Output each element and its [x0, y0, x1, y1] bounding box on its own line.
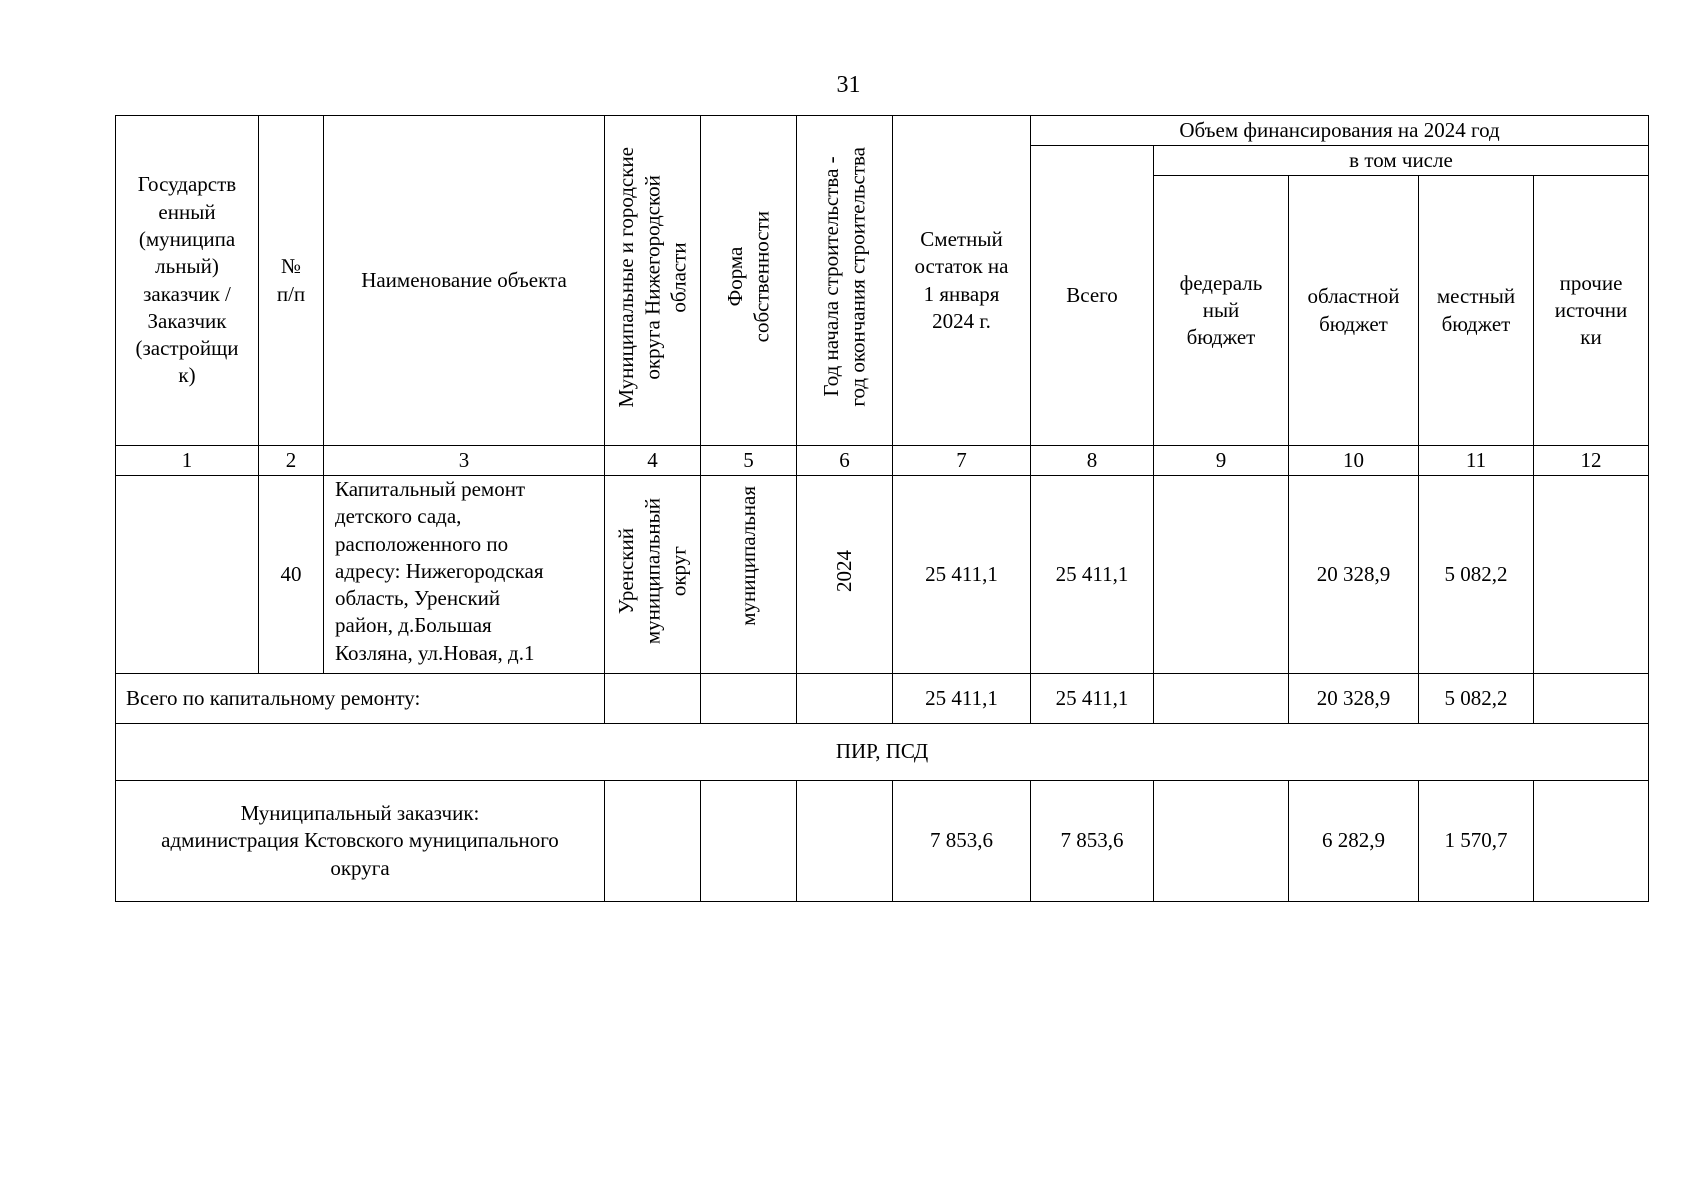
header-including: в том числе — [1154, 146, 1649, 176]
header-customer: Государств енный (муниципа льный) заказчик / Заказчик (застройщи к) — [116, 116, 259, 446]
row-number: 40 — [259, 476, 324, 674]
row-total: 25 411,1 — [1031, 476, 1154, 674]
section-pir-psd: ПИР, ПСД — [116, 724, 1649, 781]
kstovo-local: 1 570,7 — [1419, 781, 1534, 902]
kstovo-regional: 6 282,9 — [1289, 781, 1419, 902]
column-number: 6 — [797, 446, 893, 476]
kstovo-total: 7 853,6 — [1031, 781, 1154, 902]
row-estimate-balance: 25 411,1 — [893, 476, 1031, 674]
empty-cell — [797, 781, 893, 902]
header-number: № п/п — [259, 116, 324, 446]
header-other: прочие источни ки — [1534, 176, 1649, 446]
column-number: 10 — [1289, 446, 1419, 476]
row-local: 5 082,2 — [1419, 476, 1534, 674]
column-number: 11 — [1419, 446, 1534, 476]
section-row — [116, 724, 1649, 781]
column-number: 12 — [1534, 446, 1649, 476]
row-years-text: 2024 — [832, 549, 857, 592]
header-federal: федераль ный бюджет — [1154, 176, 1289, 446]
empty-cell — [605, 674, 701, 724]
empty-cell — [797, 674, 893, 724]
customer-row — [116, 781, 1649, 902]
kstovo-federal — [1154, 781, 1289, 902]
column-number: 7 — [893, 446, 1031, 476]
financing-table — [115, 115, 1649, 902]
row-other — [1534, 476, 1649, 674]
column-number: 8 — [1031, 446, 1154, 476]
row-regional: 20 328,9 — [1289, 476, 1419, 674]
header-total: Всего — [1031, 146, 1154, 446]
row-years — [797, 476, 893, 674]
header-years-text: Год начала строительства - год окончания строительства — [819, 147, 870, 407]
total-local: 5 082,2 — [1419, 674, 1534, 724]
page-number: 31 — [836, 72, 861, 98]
column-number: 1 — [116, 446, 259, 476]
column-number: 2 — [259, 446, 324, 476]
total-federal — [1154, 674, 1289, 724]
empty-cell — [701, 781, 797, 902]
empty-cell — [701, 674, 797, 724]
kstovo-estimate-balance: 7 853,6 — [893, 781, 1031, 902]
row-customer — [116, 476, 259, 674]
customer-kstovo-label: Муниципальный заказчик: администрация Кстовского муниципального округа — [116, 781, 605, 902]
header-funding-group: Объем финансирования на 2024 год — [1031, 116, 1649, 146]
header-years — [797, 116, 893, 446]
header-municipality — [605, 116, 701, 446]
column-number: 3 — [324, 446, 605, 476]
capital-repair-total-row — [116, 674, 1649, 724]
row-federal — [1154, 476, 1289, 674]
table-row — [116, 476, 1649, 674]
header-estimate-balance: Сметный остаток на 1 января 2024 г. — [893, 116, 1031, 446]
total-other — [1534, 674, 1649, 724]
total-estimate-balance: 25 411,1 — [893, 674, 1031, 724]
header-ownership — [701, 116, 797, 446]
capital-repair-total-label: Всего по капитальному ремонту: — [116, 674, 605, 724]
row-municipality — [605, 476, 701, 674]
header-local: местный бюджет — [1419, 176, 1534, 446]
column-number: 9 — [1154, 446, 1289, 476]
row-object-name: Капитальный ремонт детского сада, расположенного по адресу: Нижегородская область, Уренский район, д.Большая Козляна, ул.Новая, д.1 — [324, 476, 605, 674]
total-total: 25 411,1 — [1031, 674, 1154, 724]
column-numbers-row — [116, 446, 1649, 476]
kstovo-other — [1534, 781, 1649, 902]
header-regional: областной бюджет — [1289, 176, 1419, 446]
total-regional: 20 328,9 — [1289, 674, 1419, 724]
header-ownership-text: Форма собственности — [723, 211, 774, 343]
row-ownership — [701, 476, 797, 674]
column-number: 5 — [701, 446, 797, 476]
header-row-1 — [116, 116, 1649, 146]
row-ownership-text: муниципальная — [736, 486, 761, 626]
empty-cell — [605, 781, 701, 902]
row-municipality-text: Уренский муниципальный округ — [614, 497, 691, 644]
header-municipality-text: Муниципальные и городские округа Нижегородской области — [614, 146, 691, 408]
column-number: 4 — [605, 446, 701, 476]
header-object-name: Наименование объекта — [324, 116, 605, 446]
